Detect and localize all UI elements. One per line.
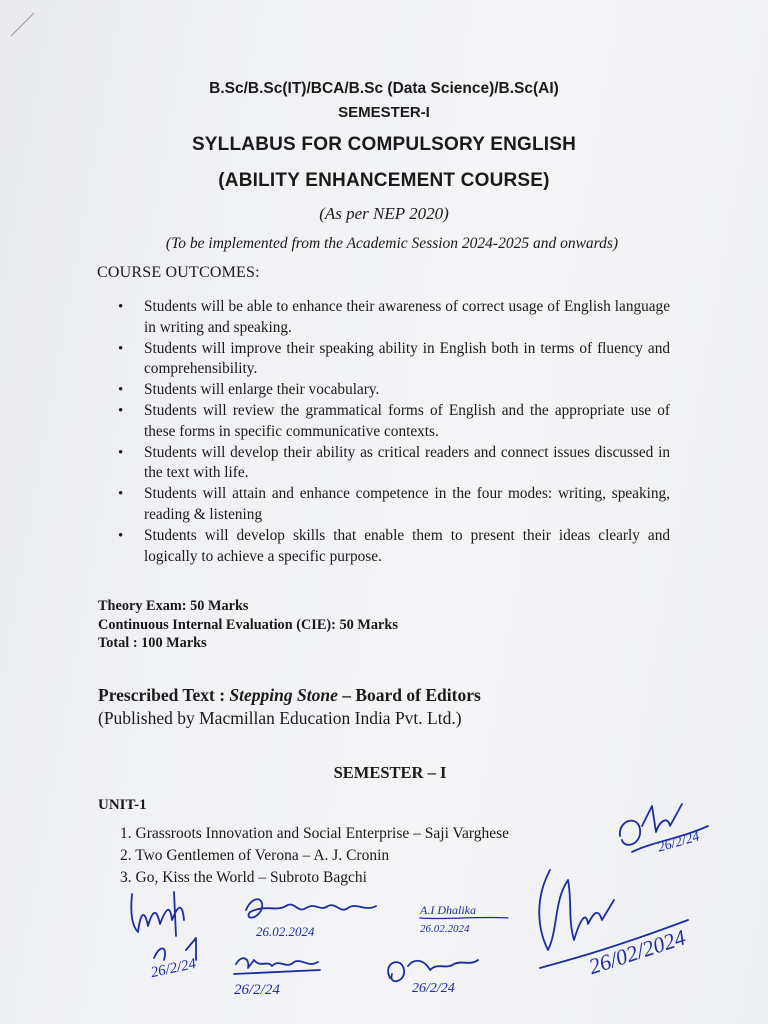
bullet-icon: • [118, 340, 124, 357]
svg-text:A.I Dhalika: A.I Dhalika [420, 903, 476, 917]
reading-item: 2. Two Gentlemen of Verona – A. J. Cronin [120, 847, 390, 864]
bullet-icon: • [118, 382, 124, 399]
prescribed-text [98, 684, 481, 730]
outcome-item: • Students will review the grammatical forms of English and the appropriate use of these forms in specific communicative contexts. [118, 401, 670, 440]
reading-item: 3. Go, Kiss the World – Subroto Bagchi [120, 869, 367, 886]
prescribed-line: Prescribed Text : Stepping Stone – Board of Editors [98, 685, 481, 705]
semester-section-heading: SEMESTER – I [333, 763, 447, 782]
total-marks: Total : 100 Marks [98, 635, 207, 651]
course-outcomes-heading: COURSE OUTCOMES: [97, 264, 260, 281]
svg-text:26/2/24: 26/2/24 [149, 956, 198, 982]
bullet-icon: • [118, 527, 124, 544]
outcome-item: • Students will enlarge their vocabulary. [118, 380, 670, 401]
svg-text:26.02.2024: 26.02.2024 [420, 923, 470, 935]
pencil-mark [8, 10, 38, 40]
svg-text:26.02.2024: 26.02.2024 [256, 924, 315, 939]
outcome-item: • Students will develop their ability as critical readers and connect issues discussed in the text with life. [118, 443, 670, 482]
signature-6 [528, 860, 703, 985]
outcome-item: • Students will develop skills that enable them to present their ideas clearly and logically to achieve a specific purpose. [118, 526, 670, 565]
semester-heading: SEMESTER-I [338, 104, 430, 121]
bullet-icon: • [118, 486, 124, 503]
unit-reading-list [120, 823, 509, 889]
svg-text:26/2/24: 26/2/24 [234, 982, 280, 998]
bullet-icon: • [118, 299, 124, 315]
svg-text:26/2/24: 26/2/24 [412, 981, 455, 996]
syllabus-title: SYLLABUS FOR COMPULSORY ENGLISH [191, 134, 577, 155]
reading-item: 1. Grassroots Innovation and Social Enterprise – Saji Varghese [120, 825, 510, 842]
svg-text:26/02/2024: 26/02/2024 [585, 924, 689, 980]
outcome-item: • Students will attain and enhance competence in the four modes: writing, speaking, reading & listening [118, 485, 670, 523]
outcome-item: • Students will improve their speaking ability in English both in terms of fluency and comprehensibility. [118, 339, 670, 378]
programs-heading: B.Sc/B.Sc(IT)/BCA/B.Sc (Data Science)/B.Sc(AI) [209, 80, 559, 97]
svg-text:26/2/24: 26/2/24 [656, 829, 702, 856]
bullet-icon: • [118, 402, 124, 419]
book-title: Stepping Stone [229, 685, 338, 705]
session-note: (To be implemented from the Academic Session 2024-2025 and onwards) [165, 235, 619, 252]
unit-heading: UNIT-1 [98, 797, 147, 813]
publisher-line: (Published by Macmillan Education India Pvt. Ltd.) [98, 708, 462, 728]
signature-3 [418, 898, 518, 943]
marks-block [98, 597, 398, 653]
nep-note: (As per NEP 2020) [319, 204, 449, 223]
signature-5 [378, 952, 488, 1012]
outcome-item: • Students will be able to enhance their awareness of correct usage of English language in writing and speaking. [118, 298, 670, 336]
bullet-icon: • [118, 444, 124, 461]
signature-4 [228, 950, 328, 1010]
theory-marks: Theory Exam: 50 Marks [98, 598, 249, 614]
signature-1 [126, 886, 226, 986]
course-outcomes-list [118, 297, 670, 567]
course-subtitle: (ABILITY ENHANCEMENT COURSE) [218, 170, 550, 191]
signature-2 [236, 890, 386, 945]
cie-marks: Continuous Internal Evaluation (CIE): 50 Marks [98, 616, 398, 633]
